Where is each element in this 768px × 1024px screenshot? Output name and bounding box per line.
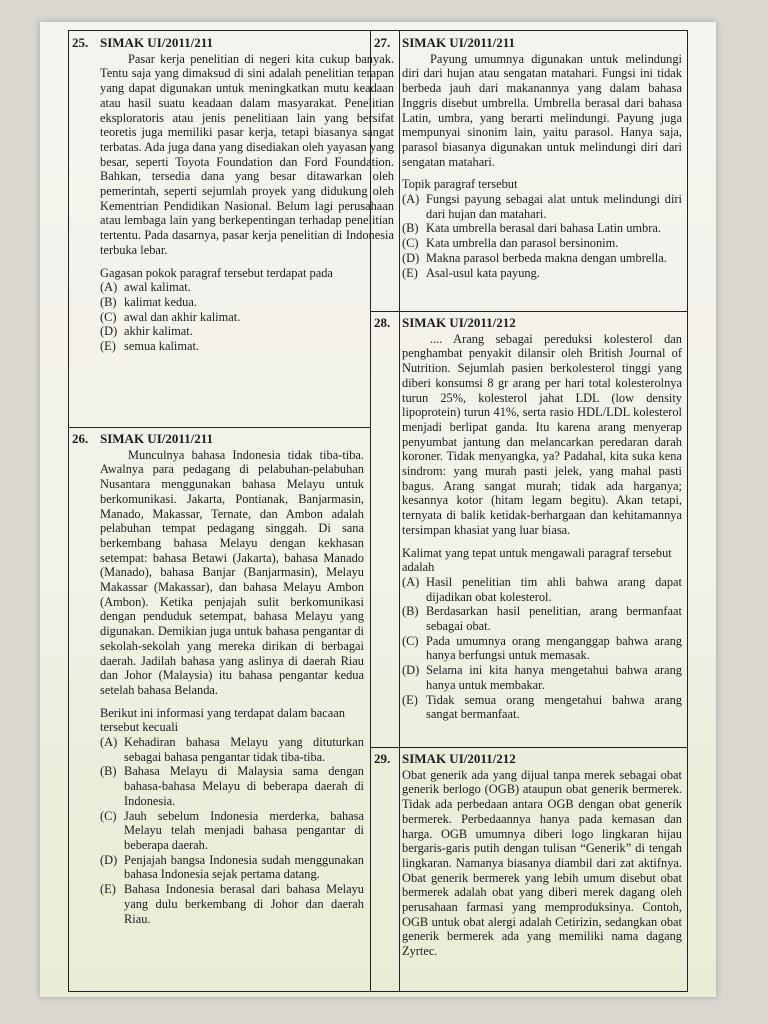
question-25 — [72, 36, 394, 354]
question-prompt: Topik paragraf tersebut — [402, 177, 518, 192]
question-27 — [374, 36, 682, 280]
answer-options — [100, 735, 364, 926]
question-source: SIMAK UI/2011/212 — [402, 315, 516, 330]
answer-options — [402, 575, 682, 722]
question-passage: Pasar kerja penelitian di negeri kita cukup banyak. Tentu saja yang dimaksud di sini adalah penelitian terapan yang dapat digunakan untuk meningkatkan mutu keadaan atau hasil suatu keadaan dalam masyarakat. Penelitian eksploratoris atau jenis penelitiaan lain yang bersifat teoretis juga memiliki pasar kerja, tetapi biasanya sangat terbatas. Ada juga dana yang disediakan oleh yayasan yang besar, seperti Toyota Foundation dan Ford Foundation. Bahkan, tersedia dana yang besar ditawarkan oleh pemerintah, seperti sejumlah proyek yang didukung oleh Kementrian Pendidikan Nasional. Belum lagi perusahaan atau lembaga lain yang berkepentingan terhadap penelitian tertentu. Pada dasarnya, pasar kerja penelitian di Indonesia terbuka lebar. — [100, 51, 394, 257]
answer-options — [100, 280, 394, 354]
question-prompt: Kalimat yang tepat untuk mengawali paragraf tersebut adalah — [402, 545, 672, 575]
answer-option[interactable]: (B) kalimat kedua. — [100, 294, 197, 309]
question-28 — [374, 316, 682, 722]
question-passage: Munculnya bahasa Indonesia tidak tiba-tiba. Awalnya para pedagang di pelabuhan-pelabuhan Nusantara menggunakan bahasa Melayu untuk berkomunikasi. Jakarta, Pontianak, Banjarmasin, Manado, Makassar, Ternate, dan Ambon adalah pelabuhan tempat pedagang singgah. Di sana berkembang bahasa Melayu dengan kekhasan setempat: bahasa Betawi (Jakarta), bahasa Manado (Manado), bahasa Banjar (Banjarmasin), Melayu Makassar (Makassar), dan bahasa Melayu Ambon (Ambon). Ketika penjajah sulit berkomunikasi dengan penduduk setempat, bahasa Melayu yang digunakan. Demikian juga untuk bahasa pengantar di sekolah-sekolah yang mereka dirikan di berbagai daerah. Jadilah bahasa yang aslinya di daerah Riau dan Johor (Malaysia) itu bahasa pengantar kedua setelah bahasa Belanda. — [100, 447, 364, 697]
question-29 — [374, 752, 682, 959]
question-number: 28. — [374, 315, 391, 330]
answer-option[interactable]: (B) Bahasa Melayu di Malaysia sama dengan bahasa-bahasa Melayu di beberapa daerah di Indonesia. — [100, 764, 364, 808]
question-prompt: Berikut ini informasi yang terdapat dalam bacaan tersebut kecuali — [100, 705, 345, 735]
answer-option[interactable]: (A) Kehadiran bahasa Melayu yang dituturkan sebagai bahasa pengantar tidak tiba-tiba. — [100, 735, 364, 764]
exam-page — [40, 22, 716, 997]
answer-option[interactable]: (C) Kata umbrella dan parasol bersinonim. — [402, 236, 619, 251]
answer-option[interactable]: (A) Hasil penelitian tim ahli bahwa arang dapat dijadikan obat kolesterol. — [402, 574, 682, 604]
answer-option[interactable]: (A) Fungsi payung sebagai alat untuk melindungi diri dari hujan dan matahari. — [402, 192, 682, 221]
answer-option[interactable]: (B) Kata umbrella berasal dari bahasa Latin umbra. — [402, 221, 661, 236]
answer-option[interactable]: (E) Asal-usul kata payung. — [402, 265, 540, 280]
question-number: 29. — [374, 751, 391, 766]
question-passage: Payung umumnya digunakan untuk melindungi diri dari hujan atau sengatan matahari. Fungsi ini tidak berbeda jauh dari makanannya yang dalam bahasa Inggris disebut umbrella. Umbrella berasal dari bahasa Latin, umbra, yang berarti melindungi. Payung juga mempunyai sinonim lain, yaitu parasol. Hanya saja, parasol biasanya digunakan untuk melindungi diri dari sengatan matahari. — [402, 51, 682, 169]
answer-option[interactable]: (B) Berdasarkan hasil penelitian, arang bermanfaat sebagai obat. — [402, 604, 682, 634]
answer-option[interactable]: (E) Bahasa Indonesia berasal dari bahasa Melayu yang dulu berkembang di Johor dan daerah Riau. — [100, 882, 364, 926]
answer-option[interactable]: (D) Makna parasol berbeda makna dengan umbrella. — [402, 250, 667, 265]
answer-option[interactable]: (D) akhir kalimat. — [100, 324, 193, 339]
divider-line — [371, 311, 687, 312]
question-number: 27. — [374, 35, 391, 50]
question-passage: Obat generik ada yang dijual tanpa merek sebagai obat generik berlogo (OGB) ataupun obat generik bermerek. Tidak ada perbedaan antara OGB dengan obat generik bermerek. Perbedaannya hanya pada kemasan dan harga. OGB umumnya diberi logo lingkaran hijau bergaris-garis putih dengan tulisan “Generik” di tengah lingkaran. Namanya biasanya diambil dari zat aktifnya. Obat generik bermerek yang lebih umum disebut obat bermerek adalah obat yang diberi merek dagang oleh perusahaan farmasi yang memproduksinya. Contoh, OGB untuk obat alergi adalah Cetirizin, sedangkan obat generik bermerek ada yang memiliki nama dagang Zyrtec. — [402, 767, 682, 959]
answer-options — [402, 192, 682, 280]
question-source: SIMAK UI/2011/211 — [402, 35, 516, 50]
question-passage: .... Arang sebagai pereduksi kolesterol dan penghambat penyakit dilansir oleh British Journal of Nutrition. Sejumlah pasien berkolesterol tinggi yang diberi konsumsi 8 gr arang per hari total kolesterolnya turun 25%, kolesterol jahat LDL (low density lipoprotein) turun 41%, serta rasio HDL/LDL kolesterol menjadi berlipat ganda. Itu karena arang menyerap penyumbat jantung dan melancarkan peredaran darah koroner. Tidak menyangka, ya? Padahal, kita suka kena sindrom: yang murah pasti jelek, yang mahal pasti bagus. Arang sangat murah; tidak ada harganya; kesannya kotor (hitam legam begitu). Akan tetapi, ternyata di balik ketidak-berhargaan dan kehitamannya tersimpan khasiat yang luar biasa. — [402, 331, 682, 537]
answer-option[interactable]: (A) awal kalimat. — [100, 280, 191, 295]
answer-option[interactable]: (C) Jauh sebelum Indonesia merderka, bahasa Melayu telah menjadi bahasa pengantar di beberapa daerah. — [100, 808, 364, 852]
question-source: SIMAK UI/2011/211 — [100, 35, 214, 50]
question-number: 26. — [72, 431, 89, 446]
question-number: 25. — [72, 35, 89, 50]
question-source: SIMAK UI/2011/211 — [100, 431, 214, 446]
answer-option[interactable]: (C) awal dan akhir kalimat. — [100, 309, 241, 324]
answer-option[interactable]: (E) semua kalimat. — [100, 339, 200, 354]
question-26 — [72, 432, 364, 926]
answer-option[interactable]: (D) Selama ini kita hanya mengetahui bahwa arang hanya untuk membakar. — [402, 663, 682, 692]
answer-option[interactable]: (E) Tidak semua orang mengetahui bahwa arang sangat bermanfaat. — [402, 692, 682, 722]
question-prompt: Gagasan pokok paragraf tersebut terdapat pada — [100, 265, 333, 280]
question-source: SIMAK UI/2011/212 — [402, 751, 516, 766]
divider-line — [68, 427, 370, 428]
answer-option[interactable]: (C) Pada umumnya orang menganggap bahwa arang hanya berfungsi untuk memasak. — [402, 633, 682, 663]
answer-option[interactable]: (D) Penjajah bangsa Indonesia sudah menggunakan bahasa Indonesia sejak pertama datang. — [100, 852, 364, 882]
divider-line — [371, 747, 687, 748]
